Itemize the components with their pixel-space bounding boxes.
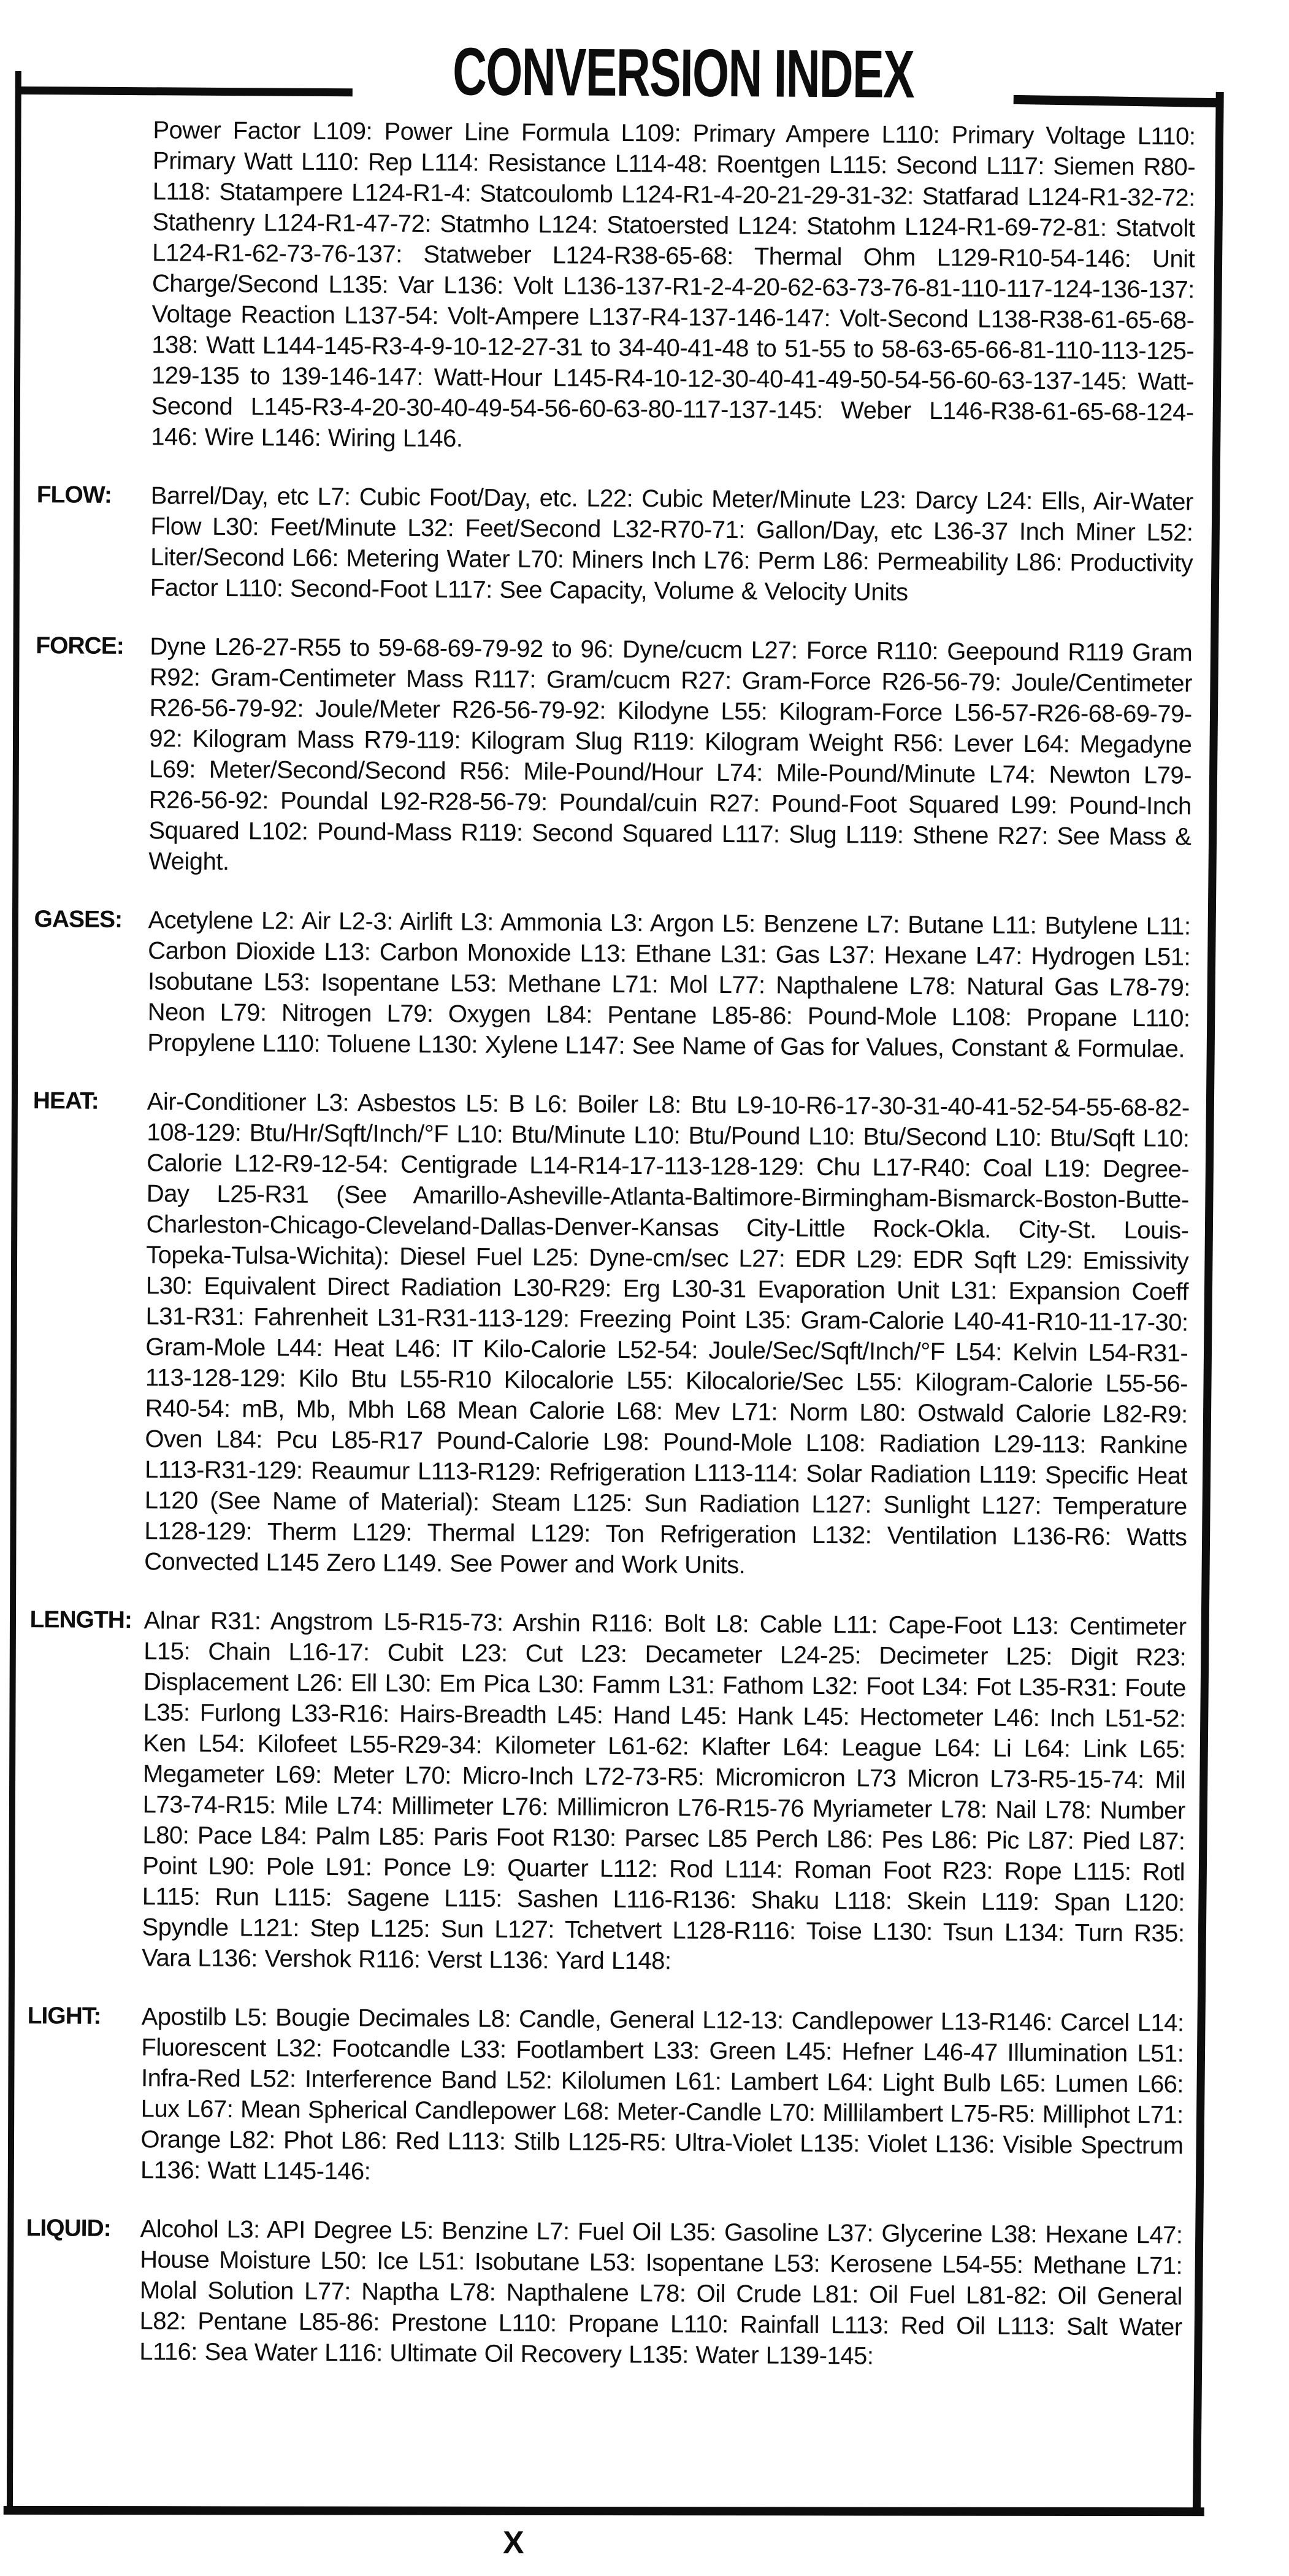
section-text: Power Factor L109: Power Line Formula L109: Primary Ampere L110: Primary Voltage L110: Primary Watt L110: Rep L114: Resistance L114-48: Roentgen L115: Second L117: Siemen R80-L118: Statampere L124-R1-4: Statcoulomb L124-R1-4-20-21-29-31-32: Statfarad L124-R1-32-72: Stathenry L124-R1-47-72: Statmho L124: Statoersted L124: Statohm L124-R1-69-72-81: Statvolt L124-R1-62-73-76-137: Statweber L124-R38-65-68: Thermal Ohm L129-R10-54-146: Unit Charge/Second L135: Var L136: Volt L136-137-R1-2-4-20-62-63-73-76-81-110-117-124-136-137: Voltage Reaction L137-54: Volt-Ampere L137-R4-137-146-147: Volt-Second L138-R38-61-65-68-138: Watt L144-145-R3-4-9-10-12-27-31 to 34-40-41-48 to 51-55 to 58-63-65-66-81-110-113-125-129-135 to 139-146-147: Watt-Hour L145-R4-10-12-30-40-41-49-50-54-56-60-63-137-145: Watt-Second L145-R3-4-20-30-40-49-54-56-60-63-80-117-137-145: Weber L146-R38-61-65-68-124-146: Wire L146: Wiring L146. [151,117,1196,453]
section-label [37,114,153,452]
index-section-light [26,2001,1184,2192]
section-text: Barrel/Day, etc L7: Cubic Foot/Day, etc. L22: Cubic Meter/Minute L23: Darcy L24: Ells, Air-Water Flow L30: Feet/Minute L32: Feet/Second L32-R70-71: Gallon/Day, etc L36-37 Inch Miner L52: Liter/Second L66: Metering Water L70: Miners Inch L76: Perm L86: Permeability L86: Productivity Factor L110: Second-Foot L117: See Capacity, Volume & Velocity Units [150,482,1193,606]
page-title: CONVERSION INDEX [452,34,914,112]
section-label: HEAT: [33,1087,99,1114]
title-rule-right [1014,95,1218,107]
section-label: LENGTH: [29,1606,132,1634]
section-label: FORCE: [36,632,124,660]
index-section-liquid [25,2213,1182,2374]
title-row [18,36,1218,112]
section-text: Apostilb L5: Bougie Decimales L8: Candle, General L12-13: Candlepower L13-R146: Carcel L14: Fluorescent L32: Footcandle L33: Footlambert L33: Green L45: Hefner L46-47 Illumination L51: Infra-Red L52: Interference Band L52: Kilolumen L61: Lambert L64: Light Bulb L65: Lumen L66: Lux L67: Mean Spherical Candlepower L68: Meter-Candle L70: Millilambert L75-R5: Milliphot L71: Orange L82: Phot L86: Red L113: Stilb L125-R5: Ultra-Violet L135: Violet L136: Visible Spectrum L136: Watt L145-146: [140,2003,1184,2185]
section-label: FLOW: [36,481,112,508]
page-number: X [503,2525,524,2561]
index-section-force [34,631,1192,883]
section-text: Alcohol L3: API Degree L5: Benzine L7: Fuel Oil L35: Gasoline L37: Glycerine L38: Hexane L47: House Moisture L50: Ice L51: Isobutane L53: Isopentane L53: Kerosene L54-55: Methane L71: Molal Solution L77: Naptha L78: Napthalene L78: Oil Crude L81: Oil Fuel L81-82: Oil General L82: Pentane L85-86: Prestone L110: Propane L110: Rainfall L113: Red Oil L113: Salt Water L116: Sea Water L116: Ultimate Oil Recovery L135: Water L139-145: [139,2215,1183,2370]
section-text: Dyne L26-27-R55 to 59-68-69-79-92 to 96: Dyne/cucm L27: Force R110: Geepound R119 Gram R92: Gram-Centimeter Mass R117: Gram/cucm R27: Gram-Force R26-56-79: Joule/Centimeter R26-56-79-92: Joule/Meter R26-56-79-92: Kilodyne L55: Kilogram-Force L56-57-R26-68-69-79-92: Kilogram Mass R79-119: Kilogram Slug R119: Kilogram Weight R56: Lever L64: Megadyne L69: Meter/Second/Second R56: Mile-Pound/Hour L74: Mile-Pound/Minute L74: Newton L79-R26-56-92: Poundal L92-R28-56-79: Poundal/cuin R27: Pound-Foot Squared L99: Pound-Inch Squared L102: Pound-Mass R119: Second Squared L117: Slug L119: Sthene R27: See Mass & Weight. [148,633,1193,876]
section-label: LIGHT: [27,2003,101,2030]
section-label: LIQUID: [26,2215,111,2242]
index-content [25,114,1195,2373]
section-text: Acetylene L2: Air L2-3: Airlift L3: Ammonia L3: Argon L5: Benzene L7: Butane L11: Butylene L11: Carbon Dioxide L13: Carbon Monoxide L13: Ethane L31: Gas L37: Hexane L47: Hydrogen L51: Isobutane L53: Isopentane L53: Methane L71: Mol L77: Napthalene L78: Natural Gas L78-79: Neon L79: Nitrogen L79: Oxygen L84: Pentane L85-86: Pound-Mole L108: Propane L110: Propylene L110: Toluene L130: Xylene L147: See Name of Gas for Values, Constant & Formulae. [147,907,1191,1063]
index-section-flow [36,480,1193,610]
section-label: GASES: [34,906,123,933]
index-section-gases [33,904,1190,1065]
section-text: Air-Conditioner L3: Asbestos L5: B L6: Boiler L8: Btu L9-10-R6-17-30-31-40-41-52-54-55-68-82-108-129: Btu/Hr/Sqft/Inch/°F L10: Btu/Minute L10: Btu/Pound L10: Btu/Second L10: Btu/Sqft L10: Calorie L12-R9-12-54: Centigrade L14-R14-17-113-128-129: Chu L17-R40: Coal L19: Degree-Day L25-R31 (See Amarillo-Asheville-Atlanta-Baltimore-Birmingham-Bismarck-Boston-Butte-Charleston-Chicago-Cleveland-Dallas-Denver-Kansas City-Little Rock-Okla. City-St. Louis-Topeka-Tulsa-Wichita): Diesel Fuel L25: Dyne-cm/sec L27: EDR L29: EDR Sqft L29: Emissivity L30: Equivalent Direct Radiation L30-R29: Erg L30-31 Evaporation Unit L31: Expansion Coeff L31-R31: Fahrenheit L31-R31-113-129: Freezing Point L35: Gram-Calorie L40-41-R10-11-17-30: Gram-Mole L44: Heat L46: IT Kilo-Calorie L52-54: Joule/Sec/Sqft/Inch/°F L54: Kelvin L54-R31-113-128-129: Kilo Btu L55-R10 Kilocalorie L55: Kilocalorie/Sec L55: Kilogram-Calorie L55-56-R40-54: mB, Mb, Mbh L68 Mean Calorie L68: Mev L71: Norm L80: Ostwald Calorie L82-R9: Oven L84: Pcu L85-R17 Pound-Calorie L98: Pound-Mole L108: Radiation L29-113: Rankine L113-R31-129: Reaumur L113-R129: Refrigeration L113-114: Solar Radiation L119: Specific Heat L120 (See Name of Material): Steam L125: Sun Radiation L127: Sunlight L127: Temperature L128-129: Therm L129: Thermal L129: Ton Refrigeration L132: Ventilation L136-R6: Watts Convected L145 Zero L149. See Power and Work Units. [144,1088,1190,1579]
title-rule-left [18,86,353,96]
index-section-heat [30,1086,1190,1584]
frame-border-left [7,71,21,2513]
index-section-length [28,1604,1187,1980]
frame-border-bottom [4,2506,1204,2516]
frame-border-right [1193,92,1224,2515]
section-text: Alnar R31: Angstrom L5-R15-73: Arshin R116: Bolt L8: Cable L11: Cape-Foot L13: Centimeter L15: Chain L16-17: Cubit L23: Cut L23: Decameter L24-25: Decimeter L25: Digit R23: Displacement L26: Ell L30: Em Pica L30: Famm L31: Fathom L32: Foot L34: Fot L35-R31: Foute L35: Furlong L33-R16: Hairs-Breadth L45: Hand L45: Hank L45: Hectometer L46: Inch L51-52: Ken L54: Kilofeet L55-R29-34: Kilometer L61-62: Klafter L64: League L64: Li L64: Link L65: Megameter L69: Meter L70: Micro-Inch L72-73-R5: Micromicron L73 Micron L73-R5-15-74: Mil L73-74-R15: Mile L74: Millimeter L76: Millimicron L76-R15-76 Myriameter L78: Nail L78: Number L80: Pace L84: Palm L85: Paris Foot R130: Parsec L85 Perch L86: Pes L86: Pic L87: Pied L87: Point L90: Pole L91: Ponce L9: Quarter L112: Rod L114: Roman Foot R23: Rope L115: Rotl L115: Run L115: Sagene L115: Sashen L116-R136: Shaku L118: Skein L119: Span L120: Spyndle L121: Step L125: Sun L127: Tchetvert L128-R116: Toise L130: Tsun L134: Turn R35: Vara L136: Vershok R116: Verst L136: Yard L148: [142,1607,1187,1975]
index-section-continuation [37,114,1195,459]
